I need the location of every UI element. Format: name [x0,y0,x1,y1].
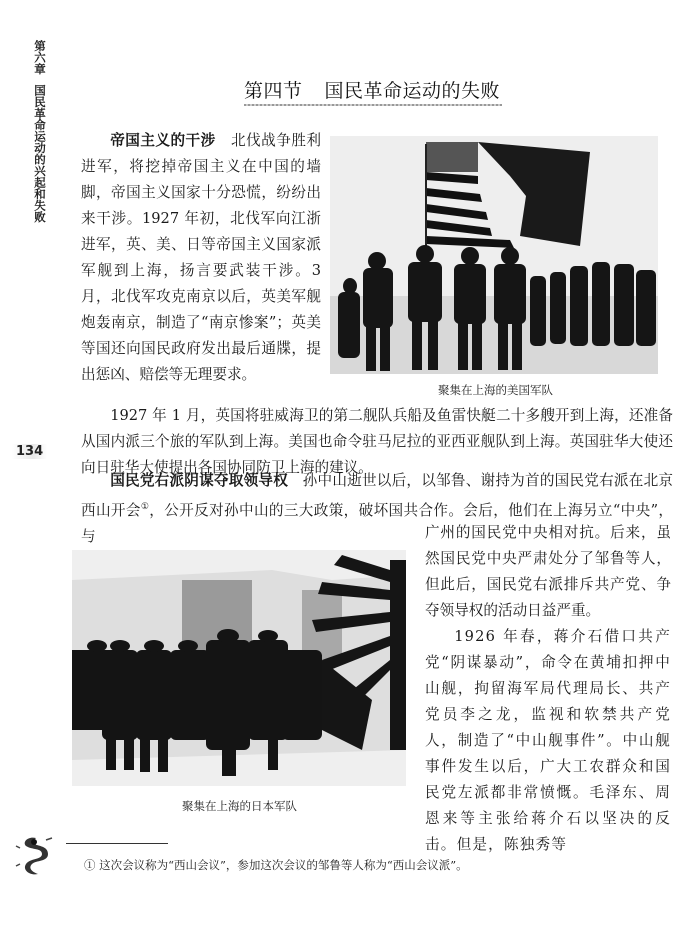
photo-us-troops [330,136,658,374]
japanese-troops-image [72,550,406,786]
paragraph-zhongshan-incident: 1926 年春，蒋介石借口共产党“阴谋暴动”，命令在黄埔扣押中山舰，拘留海军局代理局长、共产党员李之龙，监视和软禁共产党人，制造了“中山舰事件”。中山舰事件发生以后，广大工农群众和国民党左派都非常愤慨。毛泽东、周恩来等主张给蒋介石以坚决的反击。但是，陈独秀等 [425,628,671,853]
photo-japanese-troops [72,550,406,786]
paragraph-text: 孙中山逝世以后，以邹鲁、谢持为首的国民党右派在北京西山开会 [81,472,673,519]
subheading-imperialist-intervention: 帝国主义的干涉 [110,132,216,149]
subheading-right-wing: 国民党右派阴谋夺取领导权 [110,472,289,489]
section-title [244,76,500,103]
paragraph-text: 北伐战争胜利进军，将挖掉帝国主义在中国的墙脚，帝国主义国家十分恐慌，纷纷出来干涉。1927 年初，北伐军向江浙进军，英、美、日等帝国主义国家派军舰到上海，扬言要武装干涉。3 月，北伐军攻克南京以后，英美军舰炮轰南京，制造了“南京惨案”；英美等国还向国民政府发出最后通牒，提出惩凶、赔偿等无理要求。 [81,132,321,383]
section-number: 第四节 [244,80,303,102]
chapter-title: 国民革命运动的兴起和失败 [33,84,47,223]
page-number: 134 [12,444,47,459]
us-troops-image [330,136,658,374]
footnote-divider [66,843,168,844]
section-heading: 国民革命运动的失败 [324,80,501,102]
chapter-side-title [30,40,46,223]
caption-us-troops: 聚集在上海的美国军队 [438,383,553,397]
paragraph-right-wing-continued: 广州的国民党中央相对抗。后来，虽然国民党中央严肃处分了邹鲁等人，但此后，国民党右派排斥共产党、争夺领导权的活动日益严重。 [425,524,671,619]
chapter-number: 第六章 [33,40,47,75]
footnote-west-hills-conference: ① 这次会议称为“西山会议”，参加这次会议的邹鲁等人称为“西山会议派”。 [84,858,468,872]
paragraph-imperialist-intervention [81,128,321,388]
paragraph-british-fleet: 1927 年 1 月，英国将驻威海卫的第二舰队兵船及鱼雷快艇二十多艘开到上海，还准备从国内派三个旅的军队到上海。美国也命令驻马尼拉的亚西亚舰队到上海。英国驻华大使还向日驻华大使提出各国协同防卫上海的建议。 [81,407,673,476]
dragon-decoration-icon [12,834,56,878]
title-underline [244,104,502,106]
caption-japanese-troops: 聚集在上海的日本军队 [182,799,297,813]
paragraph-text: ，公开反对孙中山的三大政策，破坏国共合作。会后，他们在上海另立“中央”，与 [81,501,673,545]
footnote-marker[interactable]: ① [140,502,150,512]
